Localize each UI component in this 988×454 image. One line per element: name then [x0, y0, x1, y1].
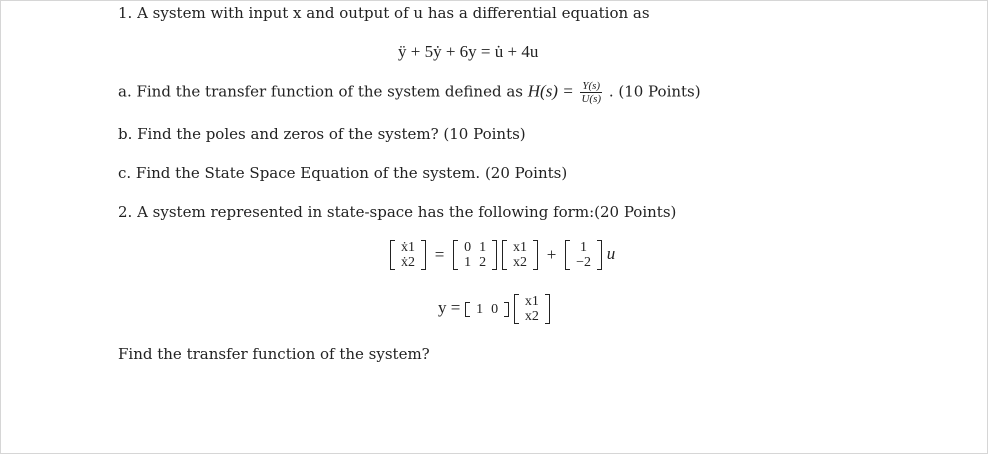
matrix-b-cell: 1 — [580, 240, 588, 255]
matrix-c — [465, 302, 509, 317]
matrix-c-cell: 1 — [476, 301, 484, 317]
q2-final-question: Find the transfer function of the system? — [118, 345, 430, 363]
matrix-c-cell: 0 — [491, 301, 499, 317]
transfer-function-symbol: H(s) = — [527, 81, 574, 101]
state-vector — [502, 240, 538, 270]
state-equation — [390, 240, 615, 270]
q1-part-a-points: . (10 Points) — [608, 82, 701, 101]
matrix-a-cell: 1 — [479, 240, 487, 255]
q2-intro: 2. A system represented in state-space has the following form:(20 Points) — [118, 203, 677, 221]
q1-differential-equation: ÿ + 5ẏ + 6y = u̇ + 4u — [398, 42, 539, 61]
q1-intro: 1. A system with input x and output of u has a differential equation as — [118, 4, 650, 22]
state-2: x2 — [512, 255, 527, 270]
output-lhs: y = — [438, 298, 461, 317]
matrix-b — [565, 240, 602, 270]
fraction-numerator: Y(s) — [582, 80, 601, 92]
state-1: x1 — [524, 294, 539, 309]
state-1: x1 — [512, 240, 527, 255]
state-derivative-2: ẋ2 — [401, 255, 415, 270]
state-derivative-1: ẋ1 — [401, 240, 415, 255]
q1-part-c: c. Find the State Space Equation of the system. (20 Points) — [118, 164, 568, 182]
q1-part-b: b. Find the poles and zeros of the system? (10 Points) — [118, 125, 526, 143]
matrix-a-cell: 2 — [479, 255, 487, 270]
output-equation — [438, 294, 550, 324]
state-derivative-vector — [390, 240, 426, 270]
plus-sign: + — [546, 245, 557, 264]
q1-part-a-text: a. Find the transfer function of the system defined as — [118, 82, 523, 101]
matrix-a-cell: 1 — [464, 255, 472, 270]
matrix-a-cell: 0 — [464, 240, 472, 255]
equals-sign: = — [434, 245, 445, 264]
q1-part-a — [118, 80, 701, 105]
matrix-a — [453, 240, 497, 270]
matrix-b-cell: −2 — [576, 255, 591, 270]
fraction-denominator: U(s) — [581, 93, 602, 105]
input-symbol: u — [606, 244, 616, 263]
transfer-function-fraction — [580, 80, 602, 105]
output-state-vector — [514, 294, 550, 324]
state-2: x2 — [524, 309, 539, 324]
